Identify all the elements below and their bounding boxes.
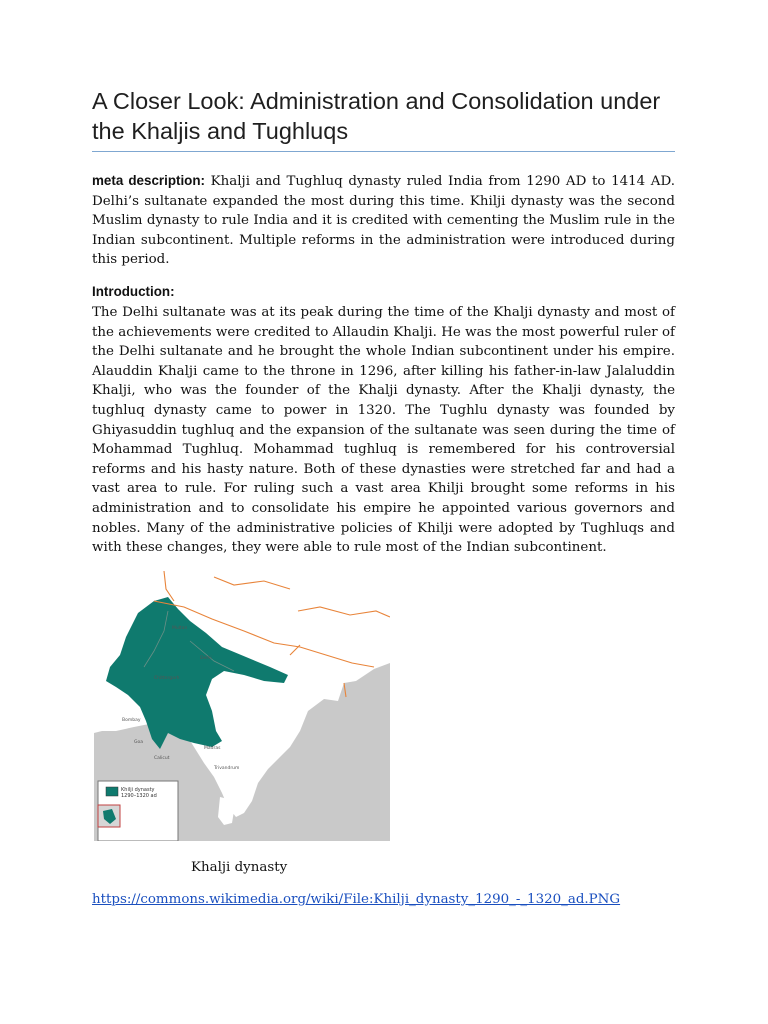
map-caption: Khalji dynasty <box>191 860 288 875</box>
legend-dates: 1290–1320 ad <box>121 793 157 799</box>
svg-text:Chittorgarh: Chittorgarh <box>154 676 180 681</box>
legend-swatch <box>106 787 118 796</box>
svg-text:Delhi: Delhi <box>200 656 212 661</box>
map-graphic <box>94 571 390 841</box>
meta-description-paragraph <box>92 171 675 270</box>
svg-text:Goa: Goa <box>134 740 143 745</box>
meta-description-text: Khalji and Tughluq dynasty ruled India from 1290 AD to 1414 AD. Delhi’s sultanate expanded the most during this time. Khilji dynasty was the second Muslim dynasty to rule India and it is credited with cementing the Muslim rule in the Indian subcontinent. Multiple reforms in the administration were introduced during this period. <box>92 174 675 268</box>
legend-title: Khilji dynasty <box>121 787 155 793</box>
khalji-dynasty-map <box>94 571 390 841</box>
svg-text:Calicut: Calicut <box>154 756 170 761</box>
title-divider <box>92 151 675 152</box>
introduction-heading: Introduction: <box>92 284 175 299</box>
svg-text:Madras: Madras <box>204 746 221 751</box>
svg-text:Trivandrum: Trivandrum <box>214 766 240 771</box>
page-title: A Closer Look: Administration and Consolidation under the Khaljis and Tughluqs <box>92 88 661 144</box>
svg-text:Multan: Multan <box>172 626 188 631</box>
source-link[interactable]: https://commons.wikimedia.org/wiki/File:Khilji_dynasty_1290_-_1320_ad.PNG <box>92 892 621 907</box>
meta-description-label: meta description: <box>92 173 206 188</box>
svg-text:Bombay: Bombay <box>122 718 141 723</box>
introduction-paragraph: The Delhi sultanate was at its peak during the time of the Khalji dynasty and most of the achievements were credited to Allaudin Khalji. He was the most powerful ruler of the Delhi sultanate and he brought the whole Indian subcontinent under his empire. Alauddin Khalji came to the throne in 1296, after killing his father-in-law Jalaluddin Khalji, who was the founder of the Khalji dynasty. After the Khalji dynasty, the tughluq dynasty came to power in 1320. The Tughlu dynasty was founded by Ghiyasuddin tughluq and the expansion of the sultanate was seen during the time of Mohammad Tughluq. Mohammad tughluq is remembered for his controversial reforms and his hasty nature. Both of these dynasties were stretched far and had a vast area to rule. For ruling such a vast area Khilji brought some reforms in his administration and to consolidate his empire he appointed various governors and nobles. Many of the administrative policies of Khilji were adopted by Tughluqs and with these changes, they were able to rule most of the Indian subcontinent. <box>92 305 675 556</box>
